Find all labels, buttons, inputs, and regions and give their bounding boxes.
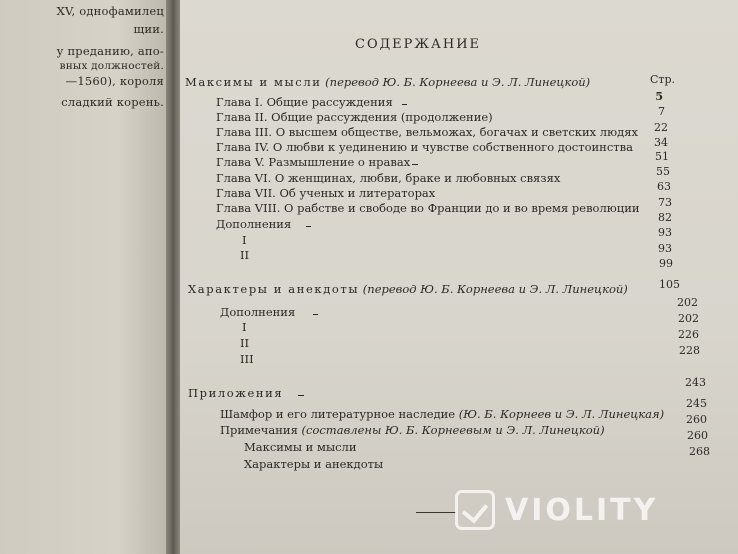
toc-entry: III (240, 352, 254, 366)
left-page (0, 0, 168, 554)
left-page-line: XV, однофамилец (56, 4, 164, 18)
toc-entry: Дополнения (216, 217, 292, 231)
toc-page-number: 82 (658, 211, 672, 224)
left-page-line: —1560), короля (65, 74, 164, 88)
toc-page-number: 34 (654, 136, 668, 149)
leader-dash (298, 395, 304, 396)
left-page-line: у преданию, апо- (56, 44, 164, 58)
toc-page-number: 22 (654, 121, 668, 134)
toc-page-number: 73 (658, 196, 672, 209)
toc-entry: Глава I. Общие рассуждения (216, 95, 393, 109)
leader-dash (402, 104, 407, 105)
toc-page-number: 202 (677, 296, 698, 309)
toc-page-number: 93 (658, 226, 672, 239)
toc-entry: Глава II. Общие рассуждения (продолжение) (216, 110, 493, 124)
toc-entry: Глава V. Размышление о нравах (216, 155, 411, 169)
toc-page (180, 0, 738, 554)
toc-page-number: 55 (656, 165, 670, 178)
toc-entry: Характеры и анекдоты (244, 457, 384, 471)
toc-page-number: 260 (687, 429, 708, 442)
toc-page-number: 202 (678, 312, 699, 325)
toc-page-number: 228 (679, 344, 700, 357)
toc-page-number: 7 (658, 105, 665, 118)
toc-page-number: 99 (659, 257, 673, 270)
toc-entry: Глава VI. О женщинах, любви, браке и любовных связях (216, 171, 561, 185)
toc-entry: Примечания (составлены Ю. Б. Корнеевым и Э. Л. Линецкой) (220, 423, 605, 437)
toc-page-number: 245 (686, 397, 707, 410)
page-column-header: Стр. (649, 73, 675, 86)
toc-entry: Шамфор и его литературное наследие (Ю. Б. Корнеев и Э. Л. Линецкая) (220, 407, 665, 421)
check-logo-icon (455, 490, 495, 530)
toc-entry: Глава IV. О любви к уединению и чувстве собственного достоинства (216, 140, 633, 154)
toc-page-number: 268 (689, 445, 710, 458)
toc-page-number: 243 (685, 376, 706, 389)
watermark (455, 485, 735, 535)
toc-entry: Глава III. О высшем обществе, вельможах, богачах и светских людях (216, 125, 638, 139)
toc-page-number: 105 (659, 278, 680, 291)
toc-entry: I (242, 233, 247, 247)
toc-page-number: 5 (655, 90, 663, 103)
end-rule (416, 512, 456, 513)
watermark-text: VIOLITY (505, 492, 659, 528)
left-page-line: вных должностей. (59, 60, 164, 72)
toc-page-number: 51 (655, 150, 669, 163)
toc-entry: Дополнения (220, 305, 296, 319)
leader-dash (412, 164, 418, 165)
section-heading: Характеры и анекдоты (перевод Ю. Б. Корнеева и Э. Л. Линецкой) (188, 282, 628, 296)
toc-page-number: 93 (658, 242, 672, 255)
toc-entry: Глава VII. Об ученых и литераторах (216, 186, 436, 200)
left-page-line: щии. (133, 22, 164, 36)
toc-entry: I (242, 320, 247, 334)
toc-entry: Максимы и мысли (244, 440, 357, 454)
leader-dash (313, 314, 318, 315)
toc-page-number: 63 (657, 180, 671, 193)
toc-entry: II (240, 336, 250, 350)
toc-entry: II (240, 248, 250, 262)
toc-entry: Глава VIII. О рабстве и свободе во Франции до и во время революции (216, 201, 640, 215)
toc-title: СОДЕРЖАНИЕ (355, 37, 482, 52)
left-page-line: сладкий корень. (61, 95, 164, 109)
section-heading: Приложения (188, 386, 284, 400)
toc-page-number: 226 (678, 328, 699, 341)
toc-page-number: 260 (686, 413, 707, 426)
leader-dash (306, 226, 311, 227)
section-heading: Максимы и мысли (перевод Ю. Б. Корнеева и Э. Л. Линецкой) (185, 75, 591, 89)
